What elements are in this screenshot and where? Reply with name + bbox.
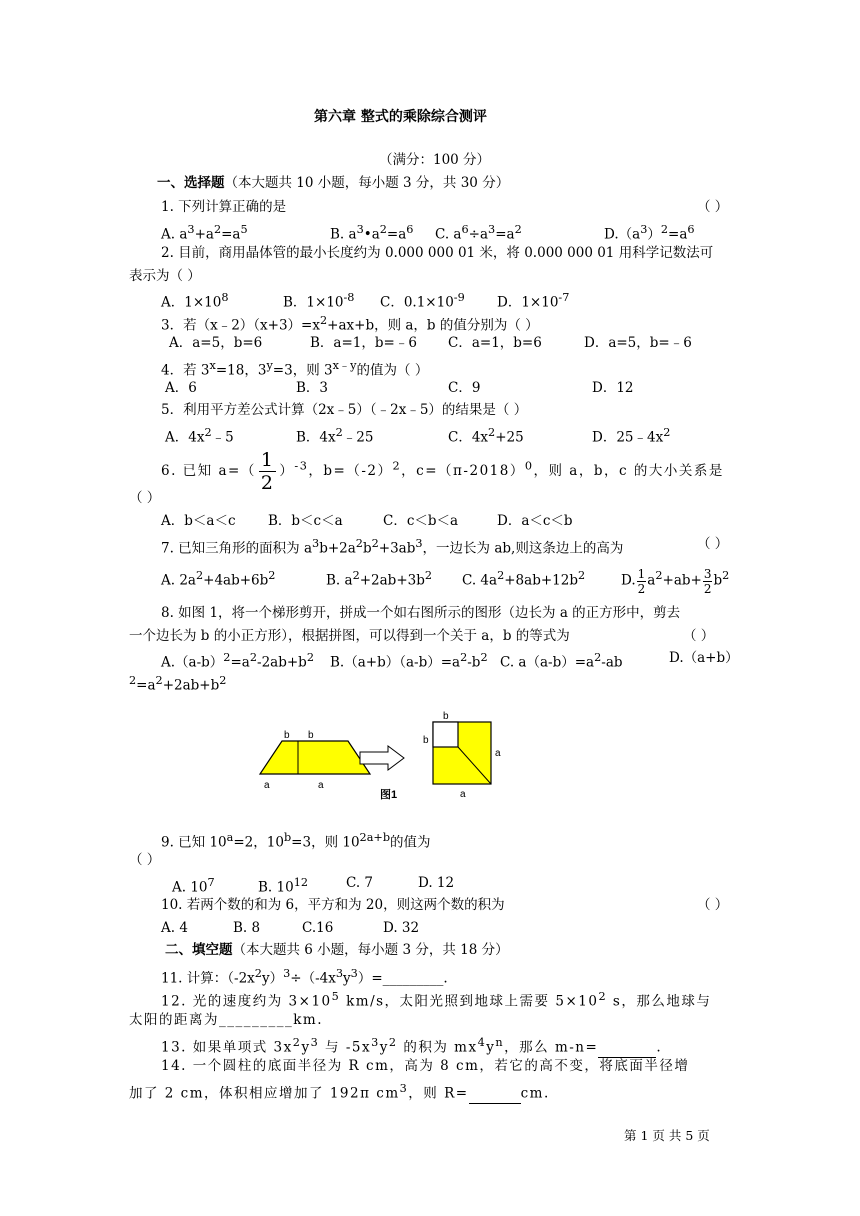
page-footer: 第 1 页 共 5 页	[624, 1128, 710, 1143]
trapezoid-label-b-right: b	[308, 730, 314, 741]
question-1: 1. 下列计算正确的是	[161, 199, 287, 215]
q7-option-b: B. $a^2+2ab+3b^2$	[326, 569, 433, 589]
trapezoid-label-a-left: a	[264, 780, 270, 791]
question-2-line-2: 表示为（ ）	[129, 268, 201, 284]
q3-option-c: C．a=1，b=6	[448, 335, 542, 351]
q8-option-d: D.（a+b）	[669, 650, 739, 666]
q5-option-b: B．$4x^2﹣25$	[296, 426, 374, 446]
q2-option-a: A．$1\times 10^8$	[161, 291, 229, 311]
q4-option-c: C．9	[448, 380, 481, 396]
q7-option-a: A. $2a^2+4ab+6b^2$	[161, 569, 276, 589]
figure-1-trapezoid-square	[238, 700, 508, 800]
question-9-bracket: （ ）	[129, 852, 161, 868]
question-4: 4．若 $3^x=18$，$3^y=3$，则 $3^{x﹣y}$的值为（ ）	[161, 359, 429, 379]
q3-option-d: D．a=5，b=﹣6	[584, 335, 692, 351]
q7-option-c: C. $4a^2+8ab+12b^2$	[462, 569, 586, 589]
q6-fraction: $\frac{1}{2}$	[260, 449, 275, 494]
trapezoid-shape	[260, 741, 370, 774]
q6-option-d: D．a＜c＜b	[497, 513, 573, 529]
question-12-line-2: 太阳的距离为_________km.	[129, 1012, 324, 1028]
q8-option-c: C. $a(a-b)=a^2-ab$	[500, 651, 623, 671]
square-label-a-bottom: a	[460, 789, 466, 800]
q9-option-c: C. 7	[346, 875, 374, 891]
question-2-line-1: 2. 目前，商用晶体管的最小长度约为 0.000 000 01 米，将 0.000 000 01 用科学记数法可	[161, 245, 714, 261]
q1-option-c: C. $a^6\div a^3=a^2$	[435, 223, 522, 243]
q2-option-b: B．$1\times 10^{-8}$	[283, 291, 355, 311]
page-title: 第六章 整式的乘除综合测评	[314, 109, 487, 125]
question-10: 10. 若两个数的和为 6，平方和为 20，则这两个数的积为	[161, 897, 505, 913]
q7-option-d: D. $\frac{1}{2}$ $a^2+ab+$ $\frac{3}{2}$ $b^2$	[621, 566, 730, 596]
question-7: 7. 已知三角形的面积为 $a^3b+2a^2b^2+3ab^3$，一边长为 ab,则这条边上的高为	[161, 537, 624, 557]
section-2-note: （本大题共 6 小题，每小题 3 分，共 18 分）	[232, 942, 509, 958]
q5-option-c: C．$4x^2+25$	[448, 426, 524, 446]
square-label-a-right: a	[495, 748, 501, 759]
question-10-bracket: （ ）	[697, 897, 729, 913]
small-square-cutout	[433, 722, 458, 747]
q2-option-d: D．$1\times 10^{-7}$	[497, 291, 570, 311]
question-8-line-1: 8. 如图 1，将一个梯形剪开，拼成一个如右图所示的图形（边长为 a 的正方形中，剪去	[161, 605, 681, 621]
trapezoid-label-b-left: b	[284, 730, 290, 741]
question-6: 6. 已知 a=（ $\frac{1}{2}$ ）$^{-3}$，$b=(-2)^2$，$c=(\pi-2018)^0$，则 a，b，c 的大小关系是	[161, 449, 724, 494]
arrow-icon	[360, 746, 404, 770]
q14-blank[interactable]	[469, 1089, 521, 1104]
q8-option-a: $A.(a-b)^2=a^2-2ab+b^2$	[161, 651, 314, 671]
q4-option-d: D．12	[592, 380, 634, 396]
q5-option-d: D．$25﹣4x^2$	[592, 426, 671, 446]
question-1-bracket: （ ）	[697, 199, 729, 215]
q4-option-b: B．3	[296, 380, 329, 396]
q8-option-b: $B.(a+b)(a-b)=a^2-b^2$	[330, 651, 488, 671]
section-1-note: （本大题共 10 小题，每小题 3 分，共 30 分）	[224, 175, 510, 191]
q9-option-d: D. 12	[418, 875, 455, 891]
question-5: 5．利用平方差公式计算（2x﹣5）（﹣2x﹣5）的结果是（ ）	[161, 402, 528, 418]
q3-option-a: A．a=5，b=6	[169, 335, 263, 351]
q10-option-c: C.16	[302, 920, 334, 936]
question-8-line-2: 一个边长为 b 的小正方形），根据拼图，可以得到一个关于 a，b 的等式为	[129, 628, 570, 644]
q10-option-d: D. 32	[383, 920, 420, 936]
question-9: 9. 已知 $10^a=2$，$10^b=3$，则 $10^{2a+b}$的值为	[161, 831, 431, 851]
section-1-heading	[157, 173, 509, 193]
square-label-b-left: b	[423, 735, 429, 746]
square-label-b-top: b	[443, 711, 449, 722]
q6-option-b: B．b＜c＜a	[268, 513, 343, 529]
question-14-line-1: 14. 一个圆柱的底面半径为 R cm，高为 8 cm，若它的高不变，将底面半径增	[161, 1058, 690, 1074]
q1-option-b: B. $a^3•a^2=a^6$	[330, 223, 414, 243]
q5-option-a: A．$4x^2﹣5$	[165, 426, 234, 446]
q1-option-a: A. $a^3+a^2=a^5$	[161, 223, 248, 243]
q8-option-d-cont: $^2=a^2+2ab+b^2$	[129, 674, 227, 694]
q4-option-a: A．6	[165, 380, 197, 396]
q10-option-a: A. 4	[161, 920, 188, 936]
q2-option-c: C．$0.1\times 10^{-9}$	[380, 291, 465, 311]
trapezoid-label-a-right: a	[318, 780, 324, 791]
q3-option-b: B．a=1，b=﹣6	[310, 335, 417, 351]
q9-option-a: A. $10^7$	[172, 876, 215, 896]
q6-option-a: A．b＜a＜c	[161, 513, 236, 529]
question-11: 11. 计算：$(-2x^2y)^3\div(-4x^3y^3)=\_\_\_\_\_\_\_\_\_$.	[161, 967, 448, 987]
section-2-heading	[165, 940, 509, 960]
question-13: 13. 如果单项式 $3x^2y^3$ 与 $-5x^3y^2$ 的积为 $mx^4y^n$，那么 m-n= .	[161, 1036, 663, 1056]
q9-option-b: B. $10^{12}$	[258, 876, 309, 896]
section-1-title: 一、选择题	[157, 175, 225, 191]
question-12-line-1: 12. 光的速度约为 $3\times 10^5$ km/s，太阳光照到地球上需要 $5\times 10^2$ s，那么地球与	[161, 990, 712, 1010]
section-2-title: 二、填空题	[165, 942, 233, 958]
question-3: 3．若$(x﹣2)(x+3)=x^2+ax+b$，则 a，b 的值分别为（ ）	[161, 314, 539, 334]
figure-caption: 图1	[380, 789, 398, 800]
q1-option-d: $D.(a^3)^2=a^6$	[604, 223, 695, 243]
question-8-bracket: （ ）	[683, 628, 715, 644]
question-6-bracket: （ ）	[129, 490, 161, 506]
question-14-line-2: 加了 2 cm，体积相应增加了 192π $cm^3$，则 R= cm.	[129, 1082, 550, 1102]
q10-option-b: B. 8	[233, 920, 261, 936]
q6-option-c: C．c＜b＜a	[383, 513, 459, 529]
question-7-bracket: （ ）	[697, 536, 729, 552]
full-score: （满分：100 分）	[379, 152, 491, 168]
